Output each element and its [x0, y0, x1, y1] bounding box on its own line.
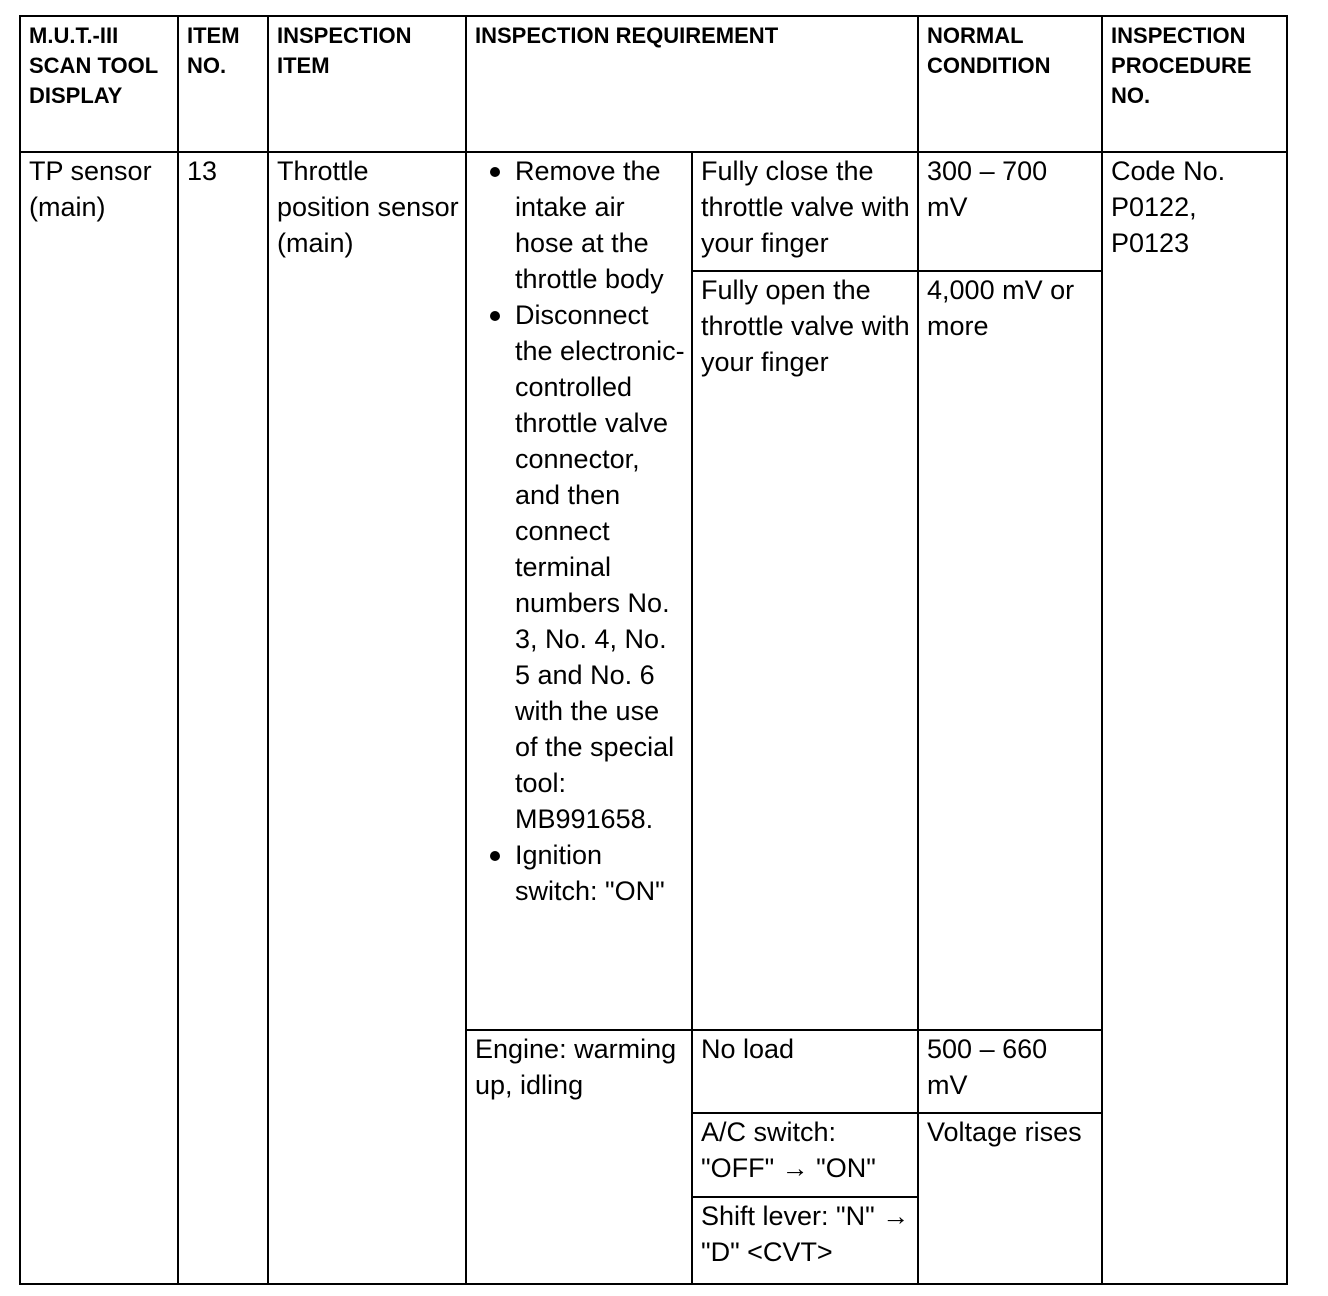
requirement-bullet-list [475, 153, 685, 909]
condition-cell: No load [692, 1030, 918, 1113]
list-item: Disconnect the electronic-controlled throttle valve connector, and then connect terminal numbers No. 3, No. 4, No. 5 and No. 6 with the use of the special tool: MB991658. [515, 297, 685, 837]
inspection-table [19, 15, 1288, 1285]
header-inspection-item: INSPECTION ITEM [268, 16, 466, 152]
procedure-no-cell: Code No. P0122, P0123 [1102, 152, 1287, 1284]
header-inspection-procedure-no: INSPECTION PROCEDURE NO. [1102, 16, 1287, 152]
header-normal-condition: NORMAL CONDITION [918, 16, 1102, 152]
condition-cell: A/C switch: "OFF" → "ON" [692, 1113, 918, 1197]
header-item-no: ITEM NO. [178, 16, 268, 152]
normal-value-cell: 300 – 700 mV [918, 152, 1102, 271]
header-inspection-requirement: INSPECTION REQUIREMENT [466, 16, 918, 152]
scan-tool-display-cell: TP sensor (main) [20, 152, 178, 1284]
table-row [20, 152, 1287, 271]
header-row [20, 16, 1287, 152]
normal-value-cell: Voltage rises [918, 1113, 1102, 1284]
condition-cell: Shift lever: "N" → "D" <CVT> [692, 1197, 918, 1284]
requirement-bullets-cell [466, 152, 692, 1030]
normal-value-cell: 4,000 mV or more [918, 271, 1102, 1030]
inspection-item-cell: Throttle position sensor (main) [268, 152, 466, 1284]
condition-cell: Fully close the throttle valve with your finger [692, 152, 918, 271]
condition-cell: Fully open the throttle valve with your finger [692, 271, 918, 1030]
list-item: Remove the intake air hose at the throttle body [515, 153, 685, 297]
list-item: Ignition switch: "ON" [515, 837, 685, 909]
item-no-cell: 13 [178, 152, 268, 1284]
header-scan-tool-display: M.U.T.-III SCAN TOOL DISPLAY [20, 16, 178, 152]
requirement-engine-cell: Engine: warming up, idling [466, 1030, 692, 1284]
normal-value-cell: 500 – 660 mV [918, 1030, 1102, 1113]
